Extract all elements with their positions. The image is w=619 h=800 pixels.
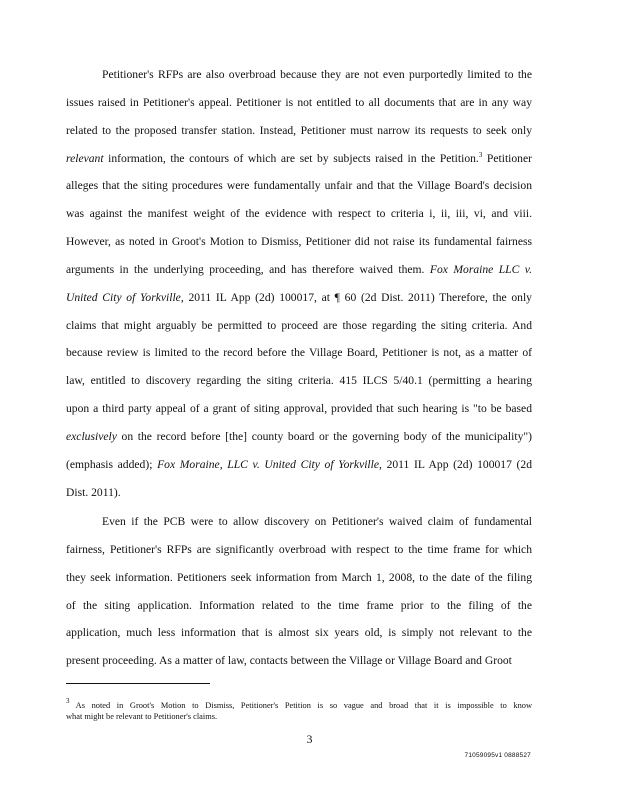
text-line: because review is limited to the record before the Village Board, Petitioner is not, as a matter of [66, 346, 532, 360]
text-line: Dist. 2011). [66, 485, 121, 499]
paragraph-2 [66, 508, 532, 675]
text-line: of the siting application. Information related to the time frame prior to the filing of the [66, 598, 532, 612]
text-line: Even if the PCB were to allow discovery on Petitioner's waived claim of fundamental [102, 515, 532, 528]
text-line: relevant information, the contours of which are set by subjects raised in the Petition.$^3$ Petitioner [66, 150, 532, 165]
text-line: arguments in the underlying proceeding, and has therefore waived them. Fox Moraine LLC v. [66, 262, 532, 276]
text-line: issues raised in Petitioner's appeal. Petitioner is not entitled to all documents that are in any way [66, 95, 532, 109]
footnote-line: what might be relevant to Petitioner's claims. [66, 712, 218, 721]
text-line: (emphasis added); Fox Moraine, LLC v. United City of Yorkville, 2011 IL App (2d) 100017 (2d [66, 457, 533, 471]
text-line: fairness, Petitioner's RFPs are significantly overbroad with respect to the time frame for which [66, 542, 532, 556]
document-id: 71059095v1 0888527 [464, 752, 531, 759]
text-line: exclusively on the record before [the] county board or the governing body of the municipality") [66, 429, 532, 443]
text-line: was against the manifest weight of the evidence with respect to criteria i, ii, iii, vi, and viii. [66, 207, 532, 221]
text-line: they seek information. Petitioners seek information from March 1, 2008, to the date of the filing [66, 570, 532, 584]
text-line: present proceeding. As a matter of law, contacts between the Village or Village Board and Groot [66, 654, 512, 668]
text-line: However, as noted in Groot's Motion to Dismiss, Petitioner did not raise its fundamental fairness [66, 235, 532, 249]
text-line: alleges that the siting procedures were fundamentally unfair and that the Village Board's decision [66, 179, 532, 193]
footnote-divider [66, 683, 210, 684]
footnote-line: $^3$ As noted in Groot's Motion to Dismiss, Petitioner's Petition is so vague and broad that it is impossible to know [66, 697, 533, 710]
text-line: Petitioner's RFPs are also overbroad because they are not even purportedly limited to the [102, 68, 532, 81]
footnote-reference: 3 [478, 150, 483, 159]
text-line: upon a third party appeal of a grant of siting approval, provided that such hearing is "to be based [66, 402, 532, 416]
page-number: 3 [306, 733, 313, 746]
text-line: law, entitled to discovery regarding the siting criteria. 415 ILCS 5/40.1 (permitting a hearing [66, 374, 532, 388]
text-line: related to the proposed transfer station. Instead, Petitioner must narrow its requests to seek only [66, 123, 532, 137]
text-line: claims that might arguably be permitted to proceed are those regarding the siting criteria. And [66, 318, 532, 332]
paragraph-1 [66, 61, 532, 507]
text-line: United City of Yorkville, 2011 IL App (2d) 100017, at ¶ 60 (2d Dist. 2011) Therefore, the only [66, 290, 532, 304]
footnote [66, 697, 533, 722]
footnote-marker: 3 [66, 697, 70, 705]
text-line: application, much less information that is almost six years old, is simply not relevant to the [66, 626, 532, 640]
